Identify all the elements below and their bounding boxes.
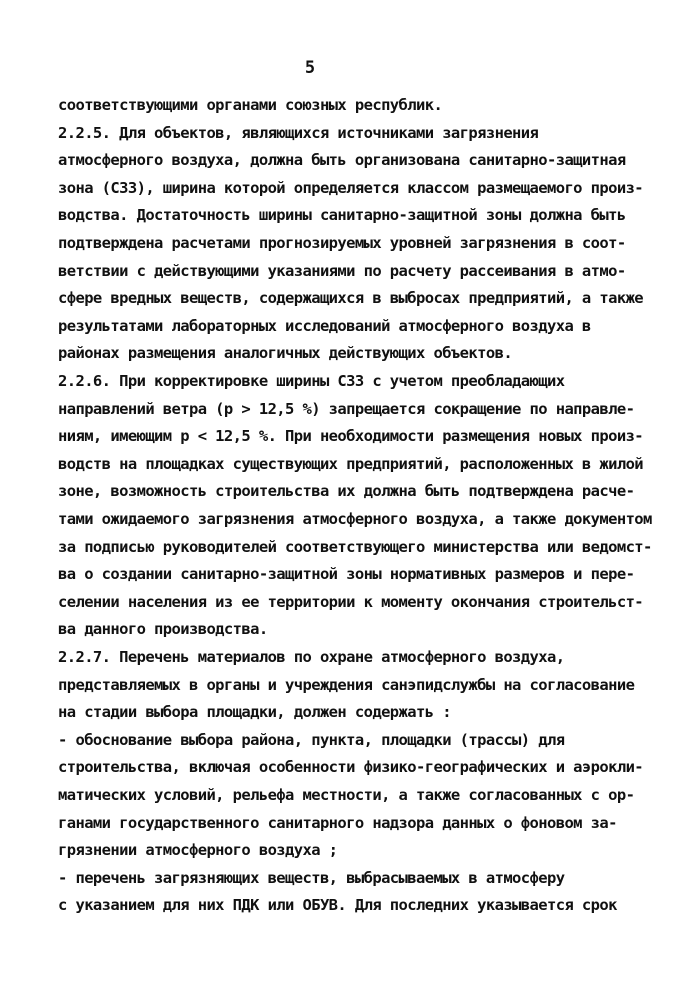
text-line: тами ожидаемого загрязнения атмосферного воздуха, а также документом [58,510,652,528]
text-line: районах размещения аналогичных действующих объектов. [58,344,513,363]
text-line: водств на площадках существующих предприятий, расположенных в жилой [58,454,644,473]
text-line: грязнении атмосферного воздуха ; [58,841,338,860]
text-line: с указанием для них ПДК или ОБУВ. Для последних указывается срок [58,896,617,915]
text-line: за подписью руководителей соответствующего министерства или ведомст- [58,537,652,556]
text-line: 2.2.5. Для объектов, являющихся источниками загрязнения [58,123,539,142]
text-line: ганами государственного санитарного надзора данных о фоновом за- [58,813,617,832]
text-line: - обоснование выбора района, пункта, площадки (трассы) для [58,730,565,749]
text-line: результатами лабораторных исследований атмосферного воздуха в [58,316,591,335]
text-line: ва данного производства. [58,620,268,639]
text-line: 2.2.6. При корректировке ширины СЗЗ с учетом преобладающих [58,372,565,390]
page-number: 5 [304,58,316,78]
text-line: соответствующими органами союзных республик. [58,96,443,114]
text-line: строительства, включая особенности физико-географических и аэрокли- [58,758,644,777]
text-line: направлений ветра (р > 12,5 %) запрещается сокращение по направле- [58,399,635,418]
text-line: зона (СЗЗ), ширина которой определяется классом размещаемого произ- [58,178,644,197]
text-line: водства. Достаточность ширины санитарно-защитной зоны должна быть [58,206,626,225]
text-line: ва о создании санитарно-защитной зоны нормативных размеров и пере- [58,565,635,584]
text-line: атмосферного воздуха, должна быть организована санитарно-защитная [58,151,626,170]
text-line: селении населения из ее территории к моменту окончания строительст- [58,592,644,611]
text-line: подтверждена расчетами прогнозируемых уровней загрязнения в соот- [58,234,626,252]
text-line: зоне, возможность строительства их должна быть подтверждена расче- [58,482,635,501]
text-line: представляемых в органы и учреждения санэпидслужбы на согласование [58,675,635,694]
text-line: ветствии с действующими указаниями по расчету рассеивания в атмо- [58,261,626,280]
text-line: сфере вредных веществ, содержащихся в выбросах предприятий, а также [58,289,644,308]
text-line: ниям, имеющим р < 12,5 %. При необходимости размещения новых произ- [58,427,644,446]
text-line: матических условий, рельефа местности, а также согласованных с ор- [58,786,635,804]
text-line: на стадии выбора площадки, должен содержать : [58,703,451,722]
text-line: - перечень загрязняющих веществ, выбрасываемых в атмосферу [58,868,565,887]
text-line: 2.2.7. Перечень материалов по охране атмосферного воздуха, [58,648,565,666]
